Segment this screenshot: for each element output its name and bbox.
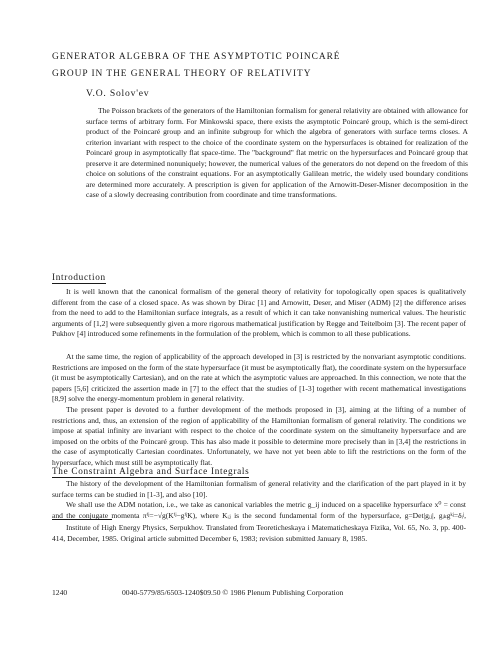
title-line-1: GENERATOR ALGEBRA OF THE ASYMPTOTIC POINCARÉ xyxy=(52,52,341,62)
intro-paragraph-1: It is well known that the canonical formalism of the general theory of relativity for topologically open spaces is qualitatively different from the case of a closed space. As was shown by Dirac [1] and Arnowitt, Deser, and Miser (ADM) [2] the difference arises from the need to add to the Hamiltonian surface integrals, as a result of which it can take nonvanishing numerical values. The heuristic arguments of [1,2] were subsequently given a more rigorous mathematical justification by Regge and Teitelboim [3]. The recent paper of Pukhov [4] introduced some refinements in the formulation of the problem, which is common to all these publications. xyxy=(52,287,466,339)
section-heading-constraint-algebra: The Constraint Algebra and Surface Integrals xyxy=(52,466,250,476)
paper-title xyxy=(52,49,472,83)
abstract: The Poisson brackets of the generators of the Hamiltonian formalism for general relativity are obtained with allowance for surface terms of arbitrary form. For Minkowski space, there exists the asymptotic Poincaré group, which is the semi-direct product of the Poincaré group and an infinite subgroup for which the algebra of generators with surface terms closes. A criterion invariant with respect to the choice of the coordinate system on the hypersurfaces is obtained for realization of the Poincaré group in asymptotically flat space-time. The "background" flat metric on the hypersurfaces and Poincaré group that preserve it are determined nonuniquely; however, the numerical values of the generators do not depend on the freedom of this choice on solutions of the constraint equations. For an asymptotically Galilean metric, the widely used boundary conditions are determined more accurately. A prescription is given for application of the Arnowitt-Deser-Misner decomposition in the case of a slowly decreasing contribution from coordinate and time transformations. xyxy=(86,106,468,200)
footnote: Institute of High Energy Physics, Serpukhov. Translated from Teoreticheskaya i Matematicheskaya Fizika, Vol. 65, No. 3, pp. 400-414, December, 1985. Original article submitted December 6, 1983; revision submitted January 8, 1985. xyxy=(52,523,466,543)
intro-paragraph-3: The present paper is devoted to a further development of the methods proposed in [3], aiming at the lifting of a number of restrictions and, thus, an extension of the region of applicability of the Hamiltonian formalism of general relativity. The conditions we impose at spatial infinity are invariant with respect to the choice of the coordinate system on the simultaneity hypersurface and are imposed on the orbits of the Poincaré group. This has also made it possible to determine more precisely than in [3,4] the restrictions in the case of asymptotically Cartesian coordinates. Unfortunately, we have not yet been able to lift the restrictions on the form of the hypersurface, which must still be asymptotically flat. xyxy=(52,405,466,467)
publisher-code: 0040-5779/85/6503-1240$09.50 © 1986 Plenum Publishing Corporation xyxy=(122,588,344,597)
intro-paragraph-2: At the same time, the region of applicability of the approach developed in [3] is restricted by the nonvariant asymptotic conditions. Restrictions are imposed on the form of the state hypersurface (it must be asymptotically flat), the coordinate system on the hypersurface (it must be asymptotically Cartesian), and on the rate at which the asymptotic values are approached. In this connection, we note that the papers [5,6] criticized the assertion made in [7] to the effect that the studies of [1-3] together with recent mathematical investigations [8,9] solve the energy-momentum problem in general relativity. xyxy=(52,352,466,404)
page-number: 1240 xyxy=(52,588,68,597)
author-name: V.O. Solov'ev xyxy=(86,88,150,99)
title-line-2: GROUP IN THE GENERAL THEORY OF RELATIVITY xyxy=(52,69,312,79)
section2-paragraph-1: The history of the development of the Hamiltonian formalism of general relativity and the clarification of the part played in it by surface terms can be studied in [1-3], and also [10]. xyxy=(52,479,466,499)
section2-paragraph-2: We shall use the ADM notation, i.e., we take as canonical variables the metric g_ij induced on a spacelike hypersurface x⁰ = const and the conjugate momenta πⁱʲ=−√g(Kⁱʲ−gⁱʲK), where Kᵢⱼ is the second fundamental form of the hypersurface, g=Det|gᵢⱼ|, gᵢₖgᵏʲ=δᵢʲ, xyxy=(52,500,466,520)
footnote-rule xyxy=(52,519,112,520)
section-heading-introduction: Introduction xyxy=(52,272,106,282)
